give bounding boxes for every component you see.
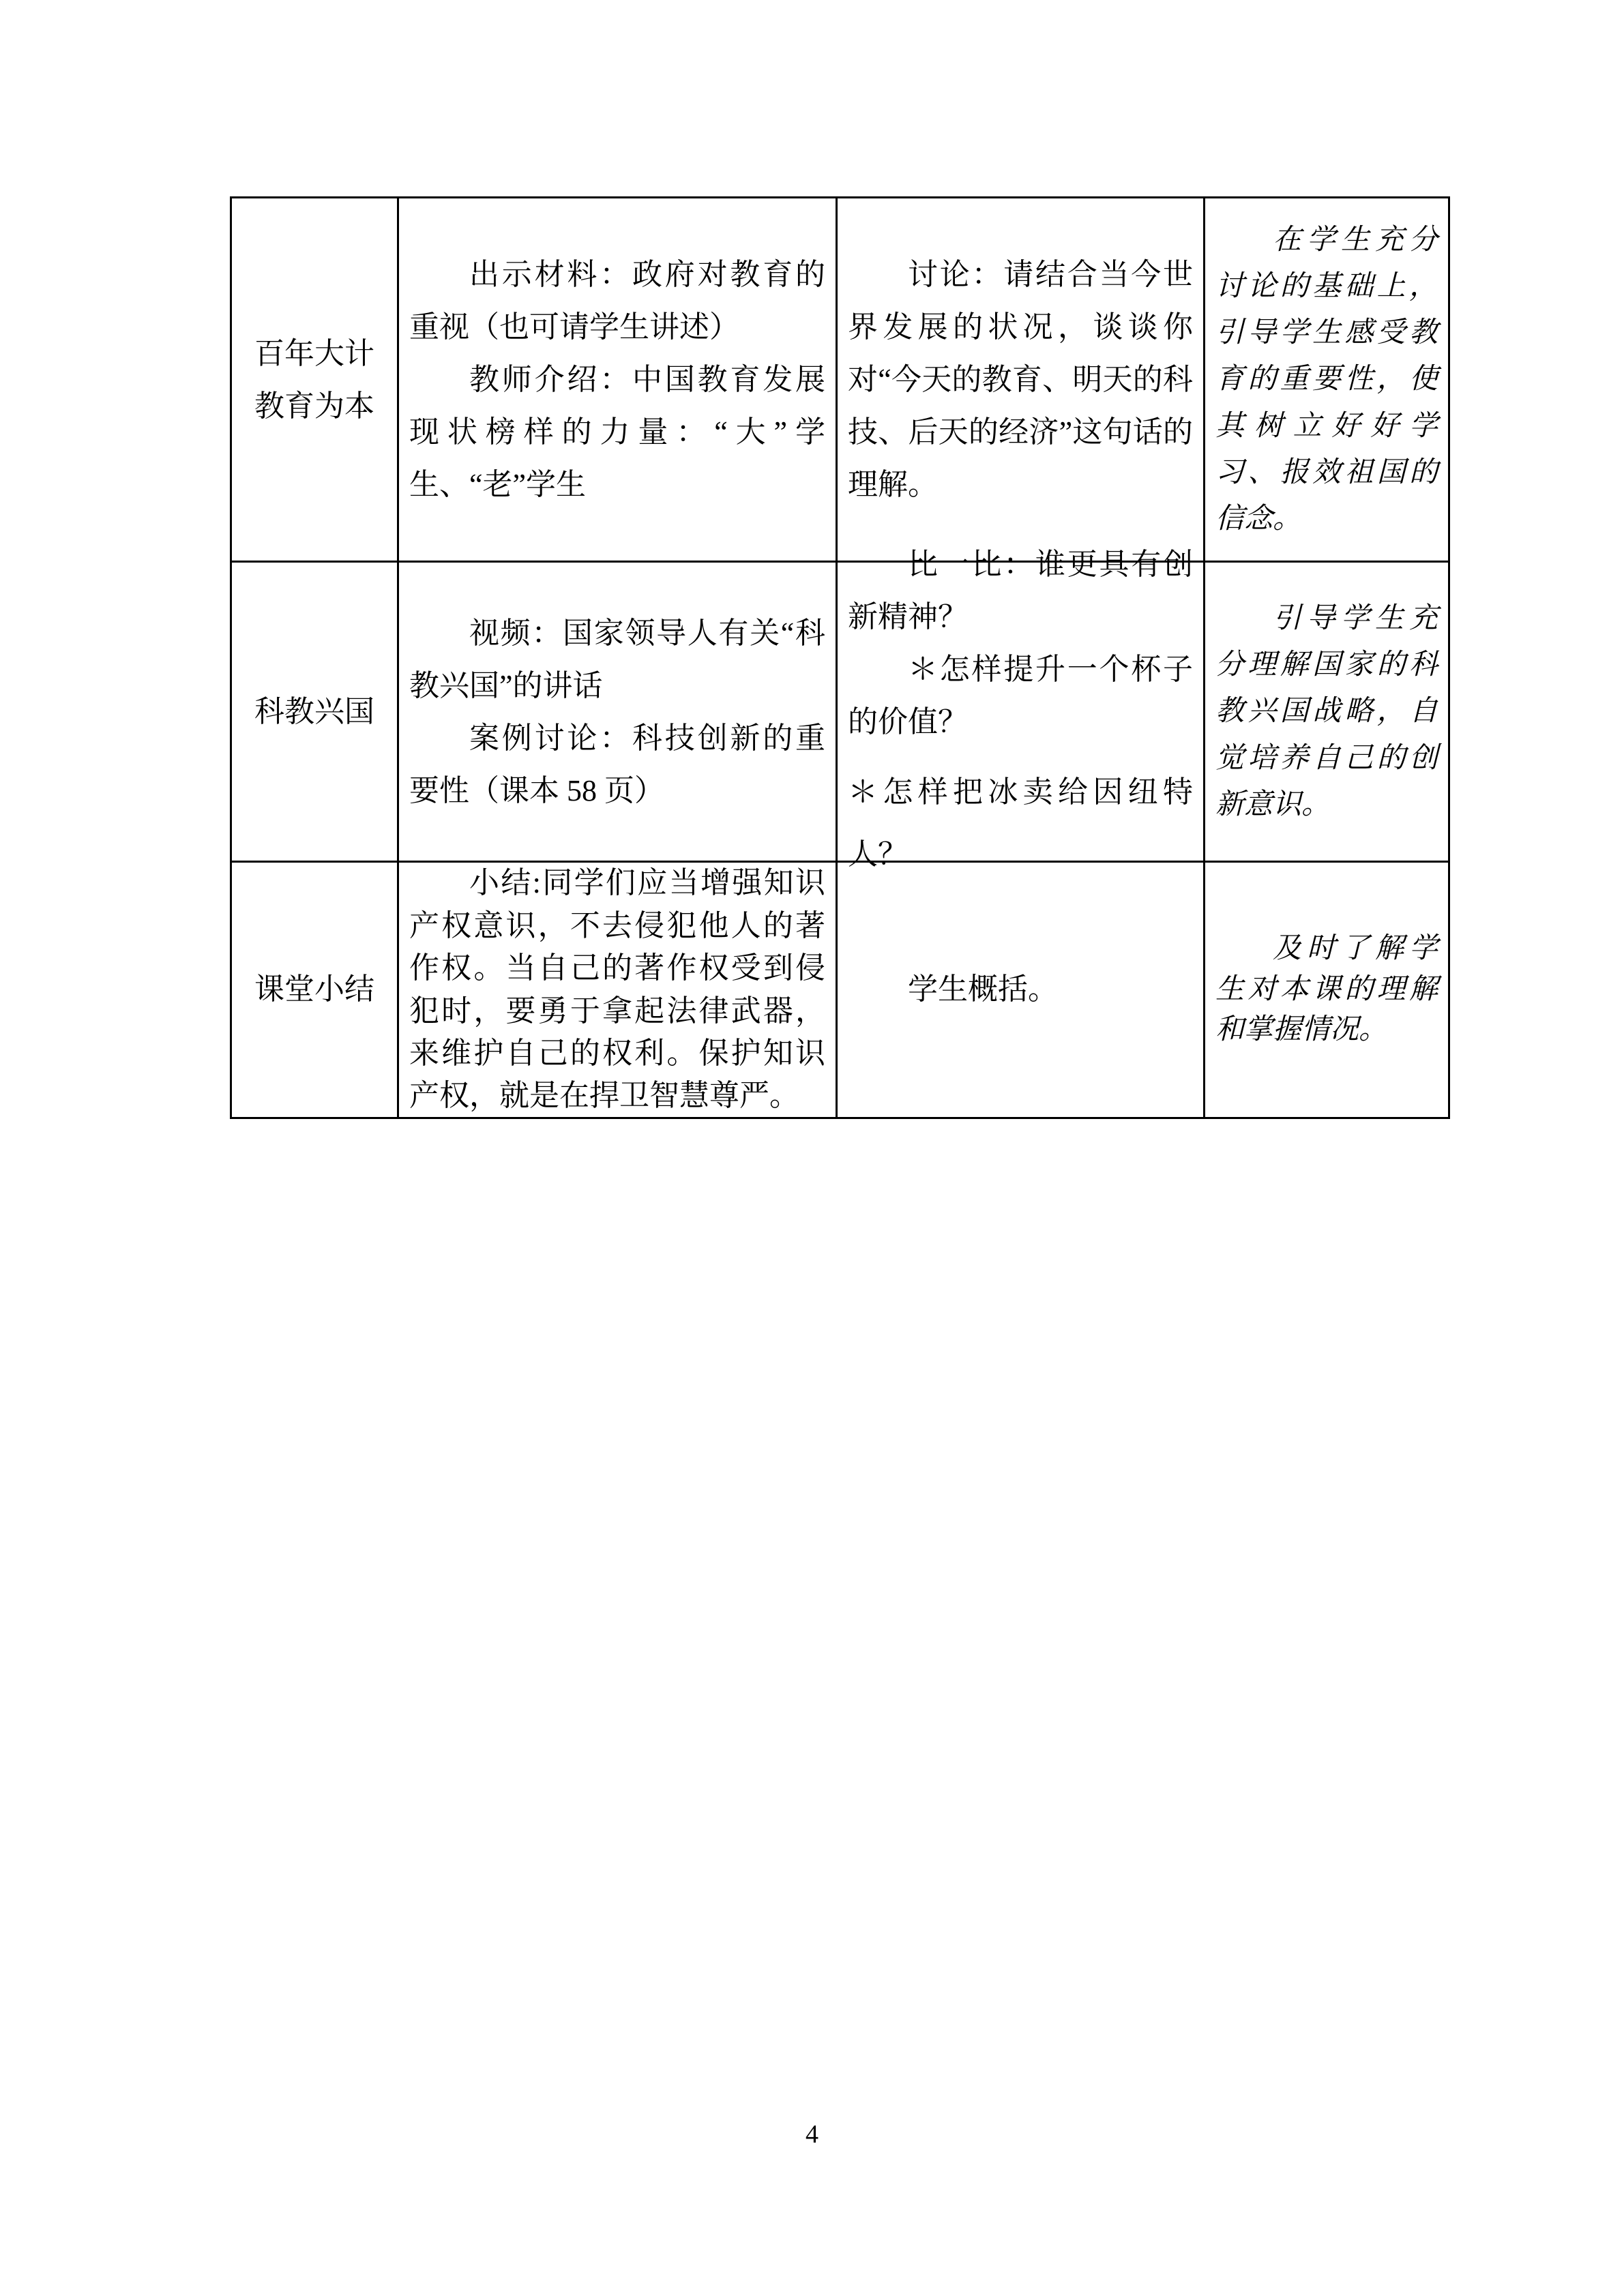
design-intent-cell <box>1205 563 1450 863</box>
paragraph: ＊怎样提升一个杯子的价值？ <box>848 653 1193 739</box>
student-activity-cell <box>838 548 1205 871</box>
stage-label-cell <box>232 863 399 1119</box>
stage-label-line: 百年大计 <box>254 336 374 370</box>
paragraph: 在学生充分讨论的基础上，引导学生感受教育的重要性，使其树立好好学习、报效祖国的信念。 <box>1215 224 1438 535</box>
paragraph: 比一比：谁更具有创新精神？ <box>848 548 1193 634</box>
paragraph: 小结:同学们应当增强知识产权意识，不去侵犯他人的著作权。当自己的著作权受到侵犯时，要勇于拿起法律武器，来维护自己的权利。保护知识产权，就是在捍卫智慧尊严。 <box>409 866 825 1113</box>
design-intent-cell <box>1205 863 1450 1119</box>
lesson-plan-table <box>230 196 1450 1119</box>
paragraph: 引导学生充分理解国家的科教兴国战略，自觉培养自己的创新意识。 <box>1215 603 1438 820</box>
student-activity-cell <box>838 863 1205 1119</box>
design-intent-cell <box>1205 198 1450 563</box>
paragraph: 案例讨论：科技创新的重要性（课本 58 页） <box>409 721 825 807</box>
stage-label-line: 课堂小结 <box>254 972 374 1007</box>
paragraph: 出示材料：政府对教育的重视（也可请学生讲述） <box>409 258 825 344</box>
paragraph: 教师介绍：中国教育发展现状榜样的力量：“大”学生、“老”学生 <box>409 363 825 501</box>
paragraph: 视频：国家领导人有关“科教兴国”的讲话 <box>409 616 825 702</box>
page-number: 4 <box>806 2120 818 2149</box>
teacher-activity-cell <box>399 198 838 563</box>
paragraph: 及时了解学生对本课的理解和掌握情况。 <box>1215 933 1438 1046</box>
stage-label-line: 科教兴国 <box>254 695 374 728</box>
stage-label-cell <box>232 563 399 863</box>
paragraph: ＊怎样把冰卖给因纽特人？ <box>848 775 1193 871</box>
paragraph: 学生概括。 <box>908 972 1058 1007</box>
student-activity-cell <box>838 198 1205 563</box>
stage-label-cell <box>232 198 399 563</box>
stage-label-line: 教育为本 <box>254 389 374 423</box>
teacher-activity-cell <box>399 563 838 863</box>
teacher-activity-cell <box>399 863 838 1119</box>
paragraph: 讨论：请结合当今世界发展的状况，谈谈你对“今天的教育、明天的科技、后天的经济”这句话的理解。 <box>848 258 1193 501</box>
